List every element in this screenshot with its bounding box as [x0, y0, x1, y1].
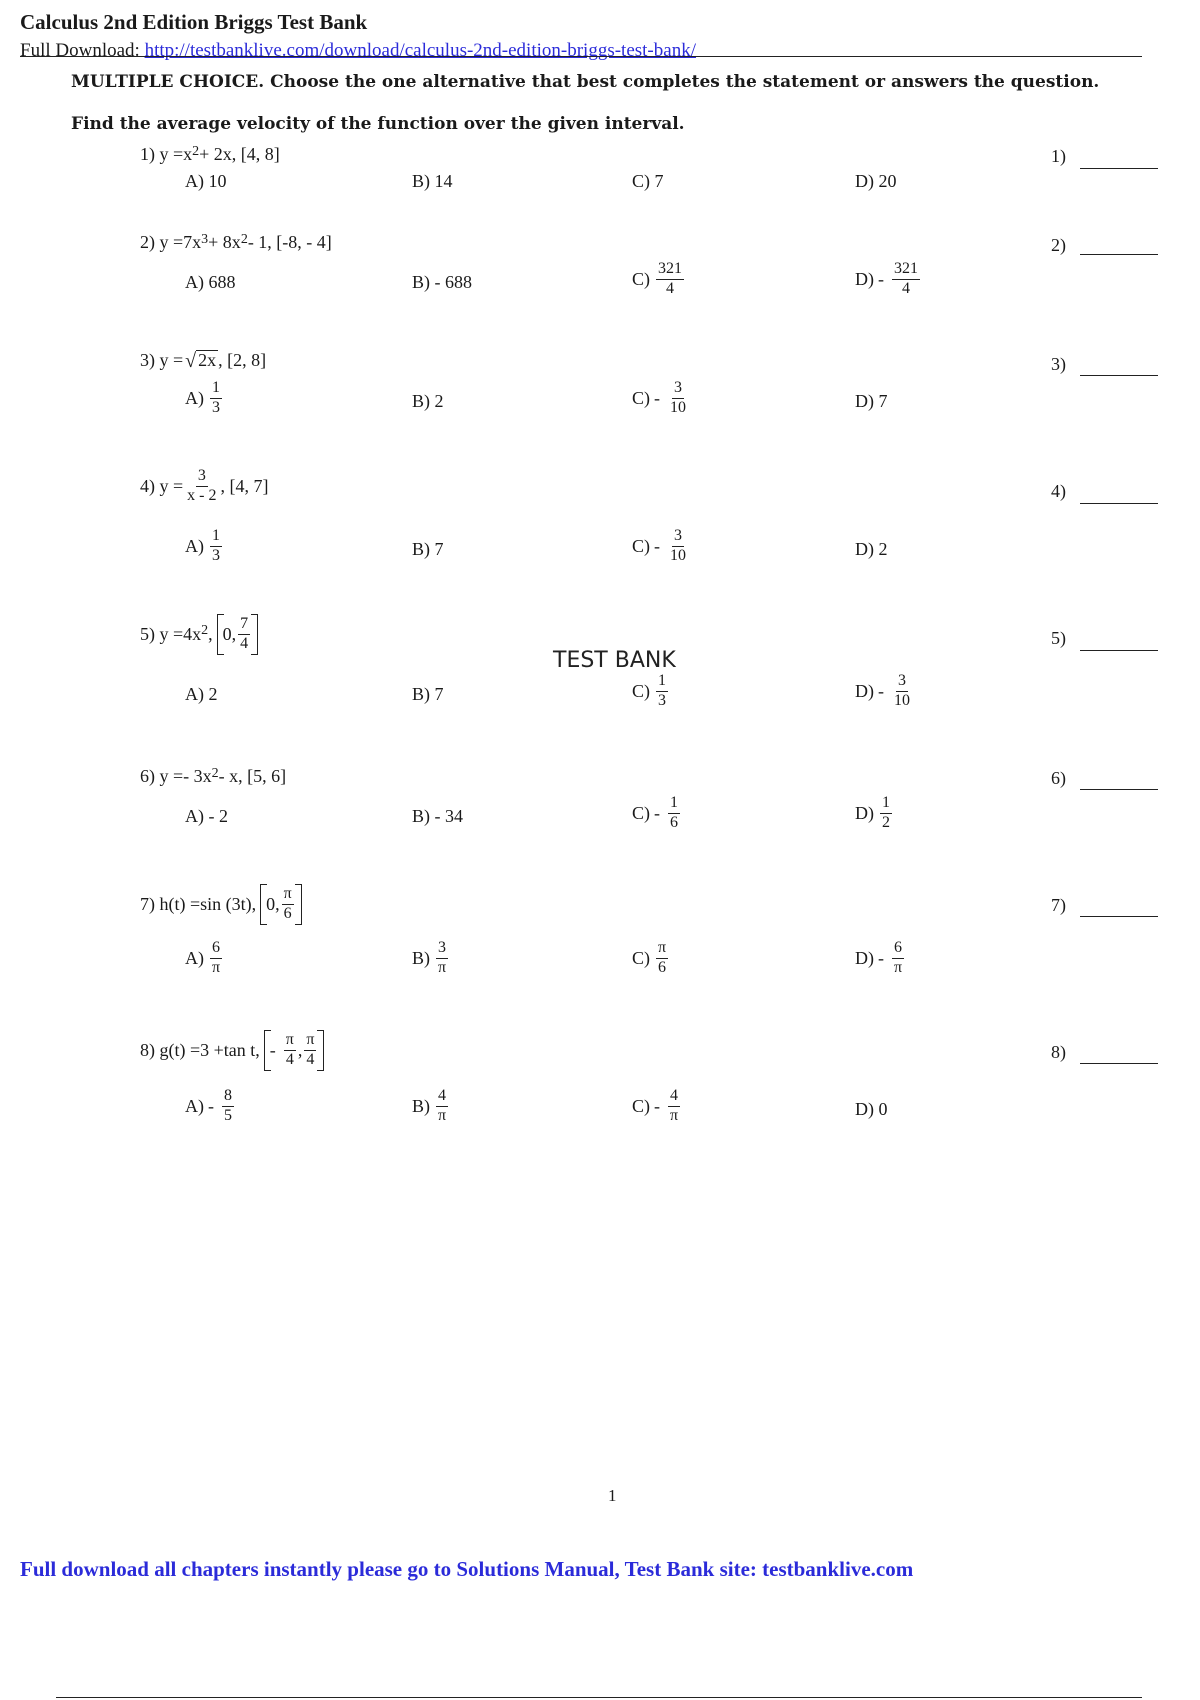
fraction: $\frac{4}{\pi}$ — [670, 1087, 679, 1124]
fraction: $\frac{\pi}{4}$ — [285, 1031, 294, 1068]
answer-blank-6[interactable] — [1080, 789, 1158, 790]
header-rule — [20, 56, 1142, 57]
fraction: $\frac{3}{\pi}$ — [438, 939, 447, 976]
footer-promo-text[interactable]: Full download all chapters instantly please go to Solutions Manual, Test Bank site: testbanklive.com — [20, 1557, 914, 1581]
interval-bracket: 0, $\frac{7}{4}$ — [217, 614, 259, 655]
fraction: $\frac{321}{4}$ — [658, 260, 682, 297]
fraction: $\frac{1}{3}$ — [212, 379, 220, 416]
download-link[interactable]: http://testbanklive.com/download/calculus-2nd-edition-briggs-test-bank/ — [144, 40, 696, 61]
choice-8c[interactable]: C) - $\frac{4}{\pi}$ — [632, 1087, 679, 1124]
choice-3b[interactable]: B) 2 — [412, 391, 444, 411]
question-2-stem: 2) y =7x $^3$ + 8x $^2$ - 1, [-8, - 4] — [140, 231, 332, 252]
fraction: $\frac{4}{\pi}$ — [438, 1087, 447, 1124]
choice-1a[interactable]: A) 10 — [185, 171, 227, 191]
question-7-stem: 7) h(t) =sin (3t), 0, $\frac{\pi}{6}$ — [140, 884, 302, 925]
fraction: $\frac{7}{4}$ — [240, 615, 249, 652]
fraction: $\frac{3}{10}$ — [670, 379, 686, 416]
choice-1d[interactable]: D) 20 — [855, 171, 897, 191]
answer-blank-2[interactable] — [1080, 254, 1158, 255]
question-4-stem: 4) y = $\frac{3}{x - 2}$ , [4, 7] — [140, 467, 269, 504]
fraction: $\frac{8}{5}$ — [224, 1087, 232, 1124]
fraction: $\frac{\pi}{4}$ — [306, 1031, 315, 1068]
fraction: $\frac{\pi}{6}$ — [283, 885, 292, 922]
fraction: $\frac{3}{10}$ — [894, 672, 910, 709]
choice-3c[interactable]: C) - $\frac{3}{10}$ — [632, 379, 686, 416]
choice-5c[interactable]: C) $\frac{1}{3}$ — [632, 672, 666, 709]
fraction: $\frac{1}{3}$ — [658, 672, 666, 709]
choice-3a[interactable]: A) $\frac{1}{3}$ — [185, 379, 220, 416]
answer-blank-1[interactable] — [1080, 168, 1158, 169]
interval-bracket: - $\frac{\pi}{4}$ , $\frac{\pi}{4}$ — [264, 1030, 325, 1071]
choice-2b[interactable]: B) - 688 — [412, 272, 472, 292]
answer-label-4: 4) — [1051, 481, 1066, 501]
fraction: $\frac{3}{x - 2}$ — [187, 467, 217, 504]
choice-7c[interactable]: C) $\frac{\pi}{6}$ — [632, 939, 667, 976]
question-8-stem: 8) g(t) =3 +tan t, - $\frac{\pi}{4}$ , $\frac{\pi}{4}$ — [140, 1030, 324, 1071]
choice-2a[interactable]: A) 688 — [185, 272, 236, 292]
answer-blank-7[interactable] — [1080, 916, 1158, 917]
choice-8b[interactable]: B) $\frac{4}{\pi}$ — [412, 1087, 447, 1124]
choice-5d[interactable]: D) - $\frac{3}{10}$ — [855, 672, 910, 709]
choice-5b[interactable]: B) 7 — [412, 684, 444, 704]
download-line — [20, 40, 696, 62]
choice-7d[interactable]: D) - $\frac{6}{\pi}$ — [855, 939, 903, 976]
choice-2c[interactable]: C) $\frac{321}{4}$ — [632, 260, 682, 297]
fraction: $\frac{6}{\pi}$ — [894, 939, 903, 976]
choice-8a[interactable]: A) - $\frac{8}{5}$ — [185, 1087, 232, 1124]
question-3-stem: 3) y = √ 2x , [2, 8] — [140, 349, 267, 372]
answer-label-5: 5) — [1051, 628, 1066, 648]
fraction: $\frac{321}{4}$ — [894, 260, 918, 297]
fraction: $\frac{3}{10}$ — [670, 527, 686, 564]
fraction: $\frac{\pi}{6}$ — [658, 939, 667, 976]
download-prefix: Full Download: — [20, 40, 145, 61]
choice-7a[interactable]: A) $\frac{6}{\pi}$ — [185, 939, 221, 976]
page-number: 1 — [608, 1486, 617, 1505]
choice-8d[interactable]: D) 0 — [855, 1099, 888, 1119]
bottom-rule — [56, 1697, 1142, 1698]
choice-6a[interactable]: A) - 2 — [185, 806, 228, 826]
answer-label-8: 8) — [1051, 1042, 1066, 1062]
choice-4d[interactable]: D) 2 — [855, 539, 888, 559]
fraction: $\frac{1}{3}$ — [212, 527, 220, 564]
answer-label-1: 1) — [1051, 146, 1066, 166]
choice-1c[interactable]: C) 7 — [632, 171, 664, 191]
choice-6b[interactable]: B) - 34 — [412, 806, 463, 826]
choice-6c[interactable]: C) - $\frac{1}{6}$ — [632, 794, 678, 831]
choice-2d[interactable]: D) - $\frac{321}{4}$ — [855, 260, 918, 297]
choice-6d[interactable]: D) $\frac{1}{2}$ — [855, 794, 890, 831]
answer-label-6: 6) — [1051, 768, 1066, 788]
instructions: MULTIPLE CHOICE. Choose the one alternative that best completes the statement or answers the question. — [71, 72, 1100, 92]
choice-4b[interactable]: B) 7 — [412, 539, 444, 559]
choice-1b[interactable]: B) 14 — [412, 171, 453, 191]
fraction: $\frac{6}{\pi}$ — [212, 939, 221, 976]
answer-blank-8[interactable] — [1080, 1063, 1158, 1064]
question-5-stem: 5) y =4x $^2$ , 0, $\frac{7}{4}$ — [140, 614, 258, 655]
choice-4c[interactable]: C) - $\frac{3}{10}$ — [632, 527, 686, 564]
question-1-stem: 1) y =x $^2$ + 2x, [4, 8] — [140, 143, 280, 164]
answer-blank-5[interactable] — [1080, 650, 1158, 651]
square-root: √ 2x — [185, 349, 217, 372]
watermark-text: TEST BANK — [553, 648, 676, 673]
interval-bracket: 0, $\frac{\pi}{6}$ — [260, 884, 302, 925]
choice-3d[interactable]: D) 7 — [855, 391, 888, 411]
section-title: Find the average velocity of the function over the given interval. — [71, 114, 685, 134]
choice-7b[interactable]: B) $\frac{3}{\pi}$ — [412, 939, 447, 976]
document-title: Calculus 2nd Edition Briggs Test Bank — [20, 10, 368, 34]
choice-5a[interactable]: A) 2 — [185, 684, 218, 704]
answer-blank-3[interactable] — [1080, 375, 1158, 376]
answer-label-7: 7) — [1051, 895, 1066, 915]
question-6-stem: 6) y =- 3x $^2$ - x, [5, 6] — [140, 765, 287, 786]
answer-blank-4[interactable] — [1080, 503, 1158, 504]
choice-4a[interactable]: A) $\frac{1}{3}$ — [185, 527, 220, 564]
answer-label-2: 2) — [1051, 235, 1066, 255]
fraction: $\frac{1}{2}$ — [882, 794, 890, 831]
fraction: $\frac{1}{6}$ — [670, 794, 678, 831]
answer-label-3: 3) — [1051, 354, 1066, 374]
